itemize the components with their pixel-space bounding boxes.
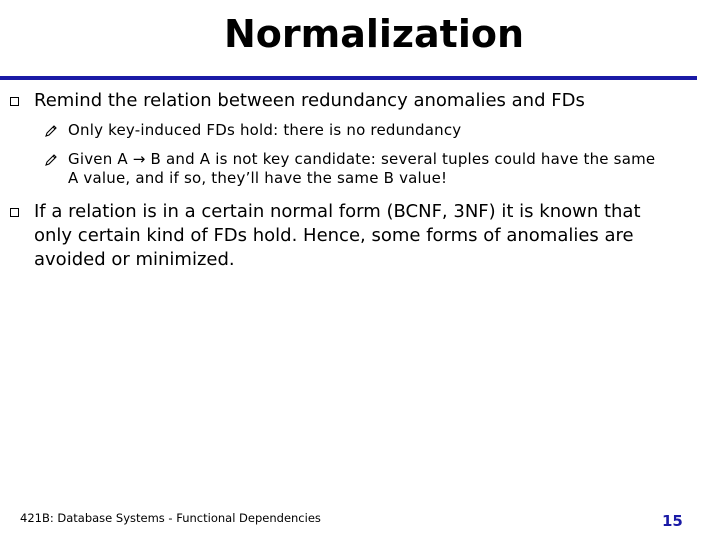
checkbox-bullet-icon <box>10 97 19 106</box>
sub-bullet-1-2-text <box>68 150 655 188</box>
bullet-1-text: Remind the relation between redundancy anomalies and FDs <box>34 90 585 111</box>
bullet-2 <box>10 200 641 272</box>
sub-bullet-1-2-line-1: Given A → B and A is not key candidate: several tuples could have the same <box>68 150 656 168</box>
slide-title: Normalization <box>223 12 525 56</box>
sub-bullet-1-1 <box>44 121 461 140</box>
bullet-1 <box>10 89 585 113</box>
sub-bullet-1-2 <box>44 150 655 188</box>
bullet-2-line-1: If a relation is in a certain normal form (BCNF, 3NF) it is known that <box>34 201 641 222</box>
sub-bullet-1-1-text: Only key-induced FDs hold: there is no redundancy <box>68 121 462 139</box>
bullet-2-line-3: avoided or minimized. <box>34 249 235 270</box>
pencil-bullet-icon <box>44 153 58 167</box>
title-divider <box>0 76 697 80</box>
pencil-bullet-icon <box>44 124 58 138</box>
bullet-2-line-2: only certain kind of FDs hold. Hence, some forms of anomalies are <box>34 225 634 246</box>
checkbox-bullet-icon <box>10 208 19 217</box>
slide-footer: 421B: Database Systems - Functional Dependencies <box>20 511 321 525</box>
bullet-2-text <box>34 200 641 272</box>
page-number: 15 <box>662 512 683 530</box>
sub-bullet-1-2-line-2: A value, and if so, they’ll have the same B value! <box>68 169 448 187</box>
